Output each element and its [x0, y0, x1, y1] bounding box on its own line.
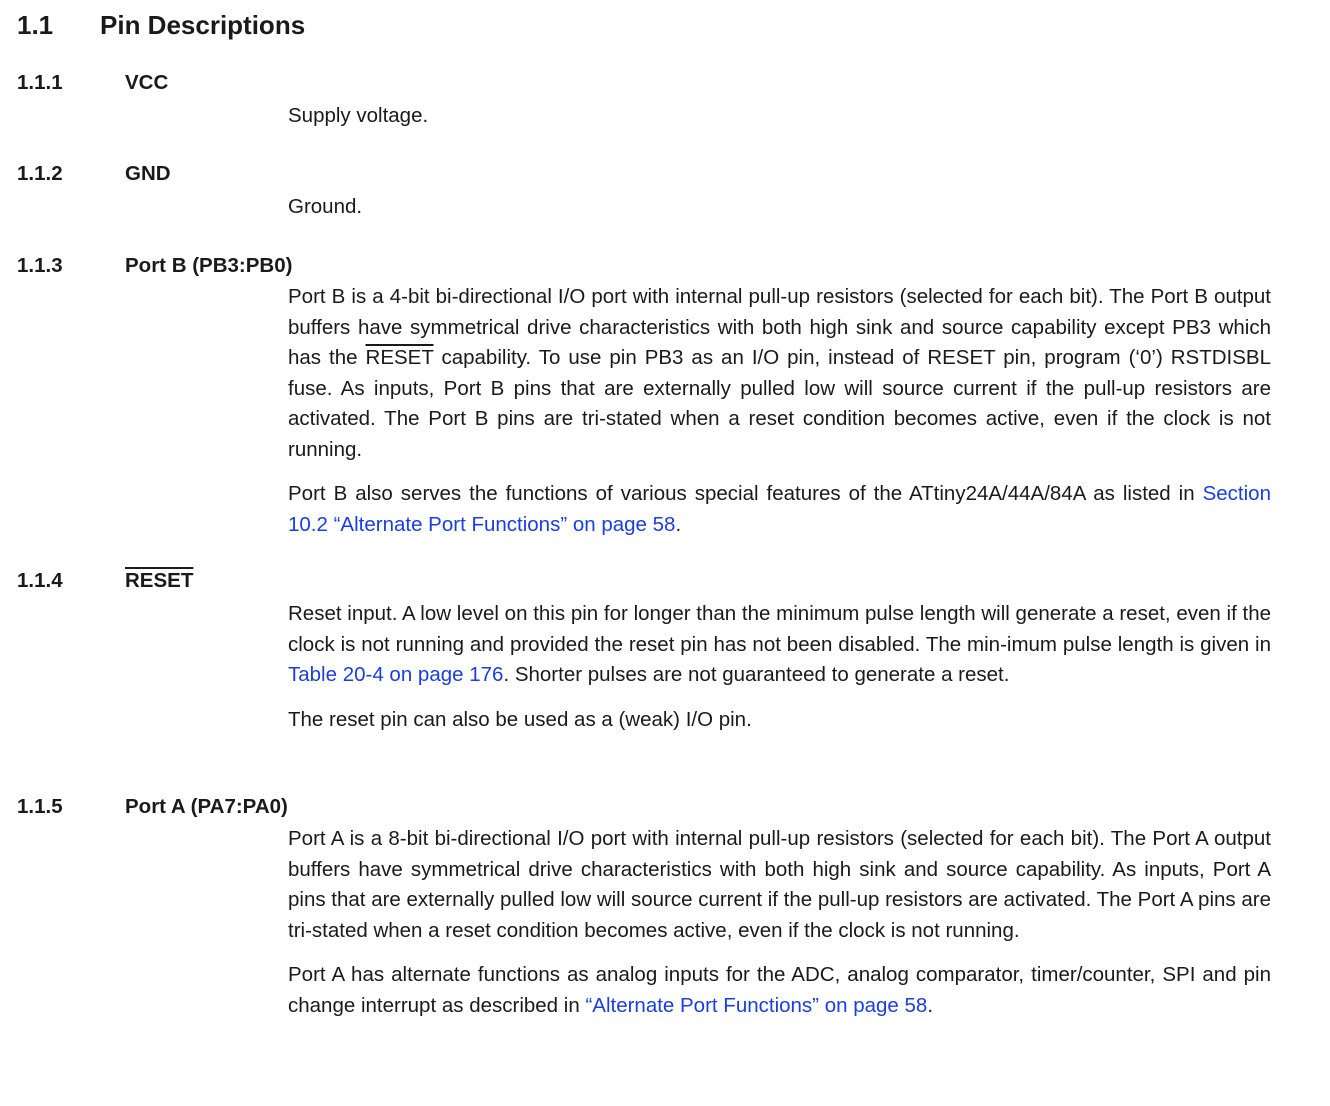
subsection-title: RESET [125, 569, 194, 592]
subsection-title: Port B (PB3:PB0) [125, 254, 293, 277]
text-run: . [675, 512, 682, 536]
subsection-number: 1.1.4 [17, 569, 63, 592]
link-alternate-port-functions-section[interactable]: Section 10.2 “Alternate Port Functions” on page 58 [288, 482, 1271, 536]
link-alternate-port-functions[interactable]: “Alternate Port Functions” on page 58 [585, 993, 928, 1017]
subsection-body-port-b [288, 282, 1271, 540]
paragraph [288, 282, 1271, 465]
section-number: 1.1 [17, 10, 54, 40]
subsection-number: 1.1.1 [17, 71, 63, 94]
paragraph: The reset pin can also be used as a (weak) I/O pin. [288, 707, 752, 731]
link-table-20-4[interactable]: Table 20-4 on page 176 [288, 663, 504, 686]
subsection-body-vcc [288, 101, 1271, 132]
text-run: . [927, 993, 934, 1017]
subsection-number: 1.1.3 [17, 254, 63, 277]
text-run: capability. To use pin PB3 as an I/O pin, instead of RESET pin, program (‘0’) RSTDISBL fuse. As inputs, Port B pins that are externally pulled low will source current if the pull-up resistors are activated. The Port B pins are tri-stated when a reset condition becomes active, even if the clock is not running. [288, 346, 1271, 461]
subsection-title: Port A (PA7:PA0) [125, 795, 288, 818]
reset-signal-overline-text: RESET [365, 346, 434, 369]
paragraph [288, 960, 1271, 1021]
subsection-number: 1.1.2 [17, 162, 63, 185]
text-run: . Shorter pulses are not guaranteed to generate a reset. [503, 663, 1010, 686]
paragraph [288, 599, 1271, 691]
subsection-body-reset [288, 599, 1271, 735]
paragraph: Ground. [288, 195, 363, 218]
text-run: Port A has alternate functions as analog inputs for the ADC, analog comparator, timer/counter, SPI and pin change interrupt as described in [288, 963, 1271, 1017]
text-run: Port B is a 4-bit bi-directional I/O port with internal pull-up resistors (selected for each bit). The Port B output buffers have symmetrical drive characteristics with both high sink and source capability except PB3 which has the [288, 285, 1271, 369]
subsection-number: 1.1.5 [17, 795, 63, 818]
text-run: Port B also serves the functions of various special features of the ATtiny24A/44A/84A as listed in [288, 482, 1203, 505]
subsection-title: GND [125, 162, 171, 185]
subsection-title: VCC [125, 71, 169, 94]
paragraph [288, 479, 1271, 540]
text-run: Reset input. A low level on this pin for longer than the minimum pulse length will generate a reset, even if the clock is not running and provided the reset pin has not been disabled. The min-imum pulse length is given in [288, 602, 1271, 656]
paragraph: Supply voltage. [288, 104, 429, 127]
paragraph: Port A is a 8-bit bi-directional I/O port with internal pull-up resistors (selected for each bit). The Port A output buffers have symmetrical drive characteristics with both high sink and source capability. As inputs, Port A pins that are externally pulled low will source current if the pull-up resistors are activated. The Port A pins are tri-stated when a reset condition becomes active, even if the clock is not running. [288, 827, 1271, 942]
subsection-body-gnd [288, 192, 1271, 223]
section-title: Pin Descriptions [100, 10, 306, 40]
subsection-body-port-a [288, 824, 1271, 1021]
